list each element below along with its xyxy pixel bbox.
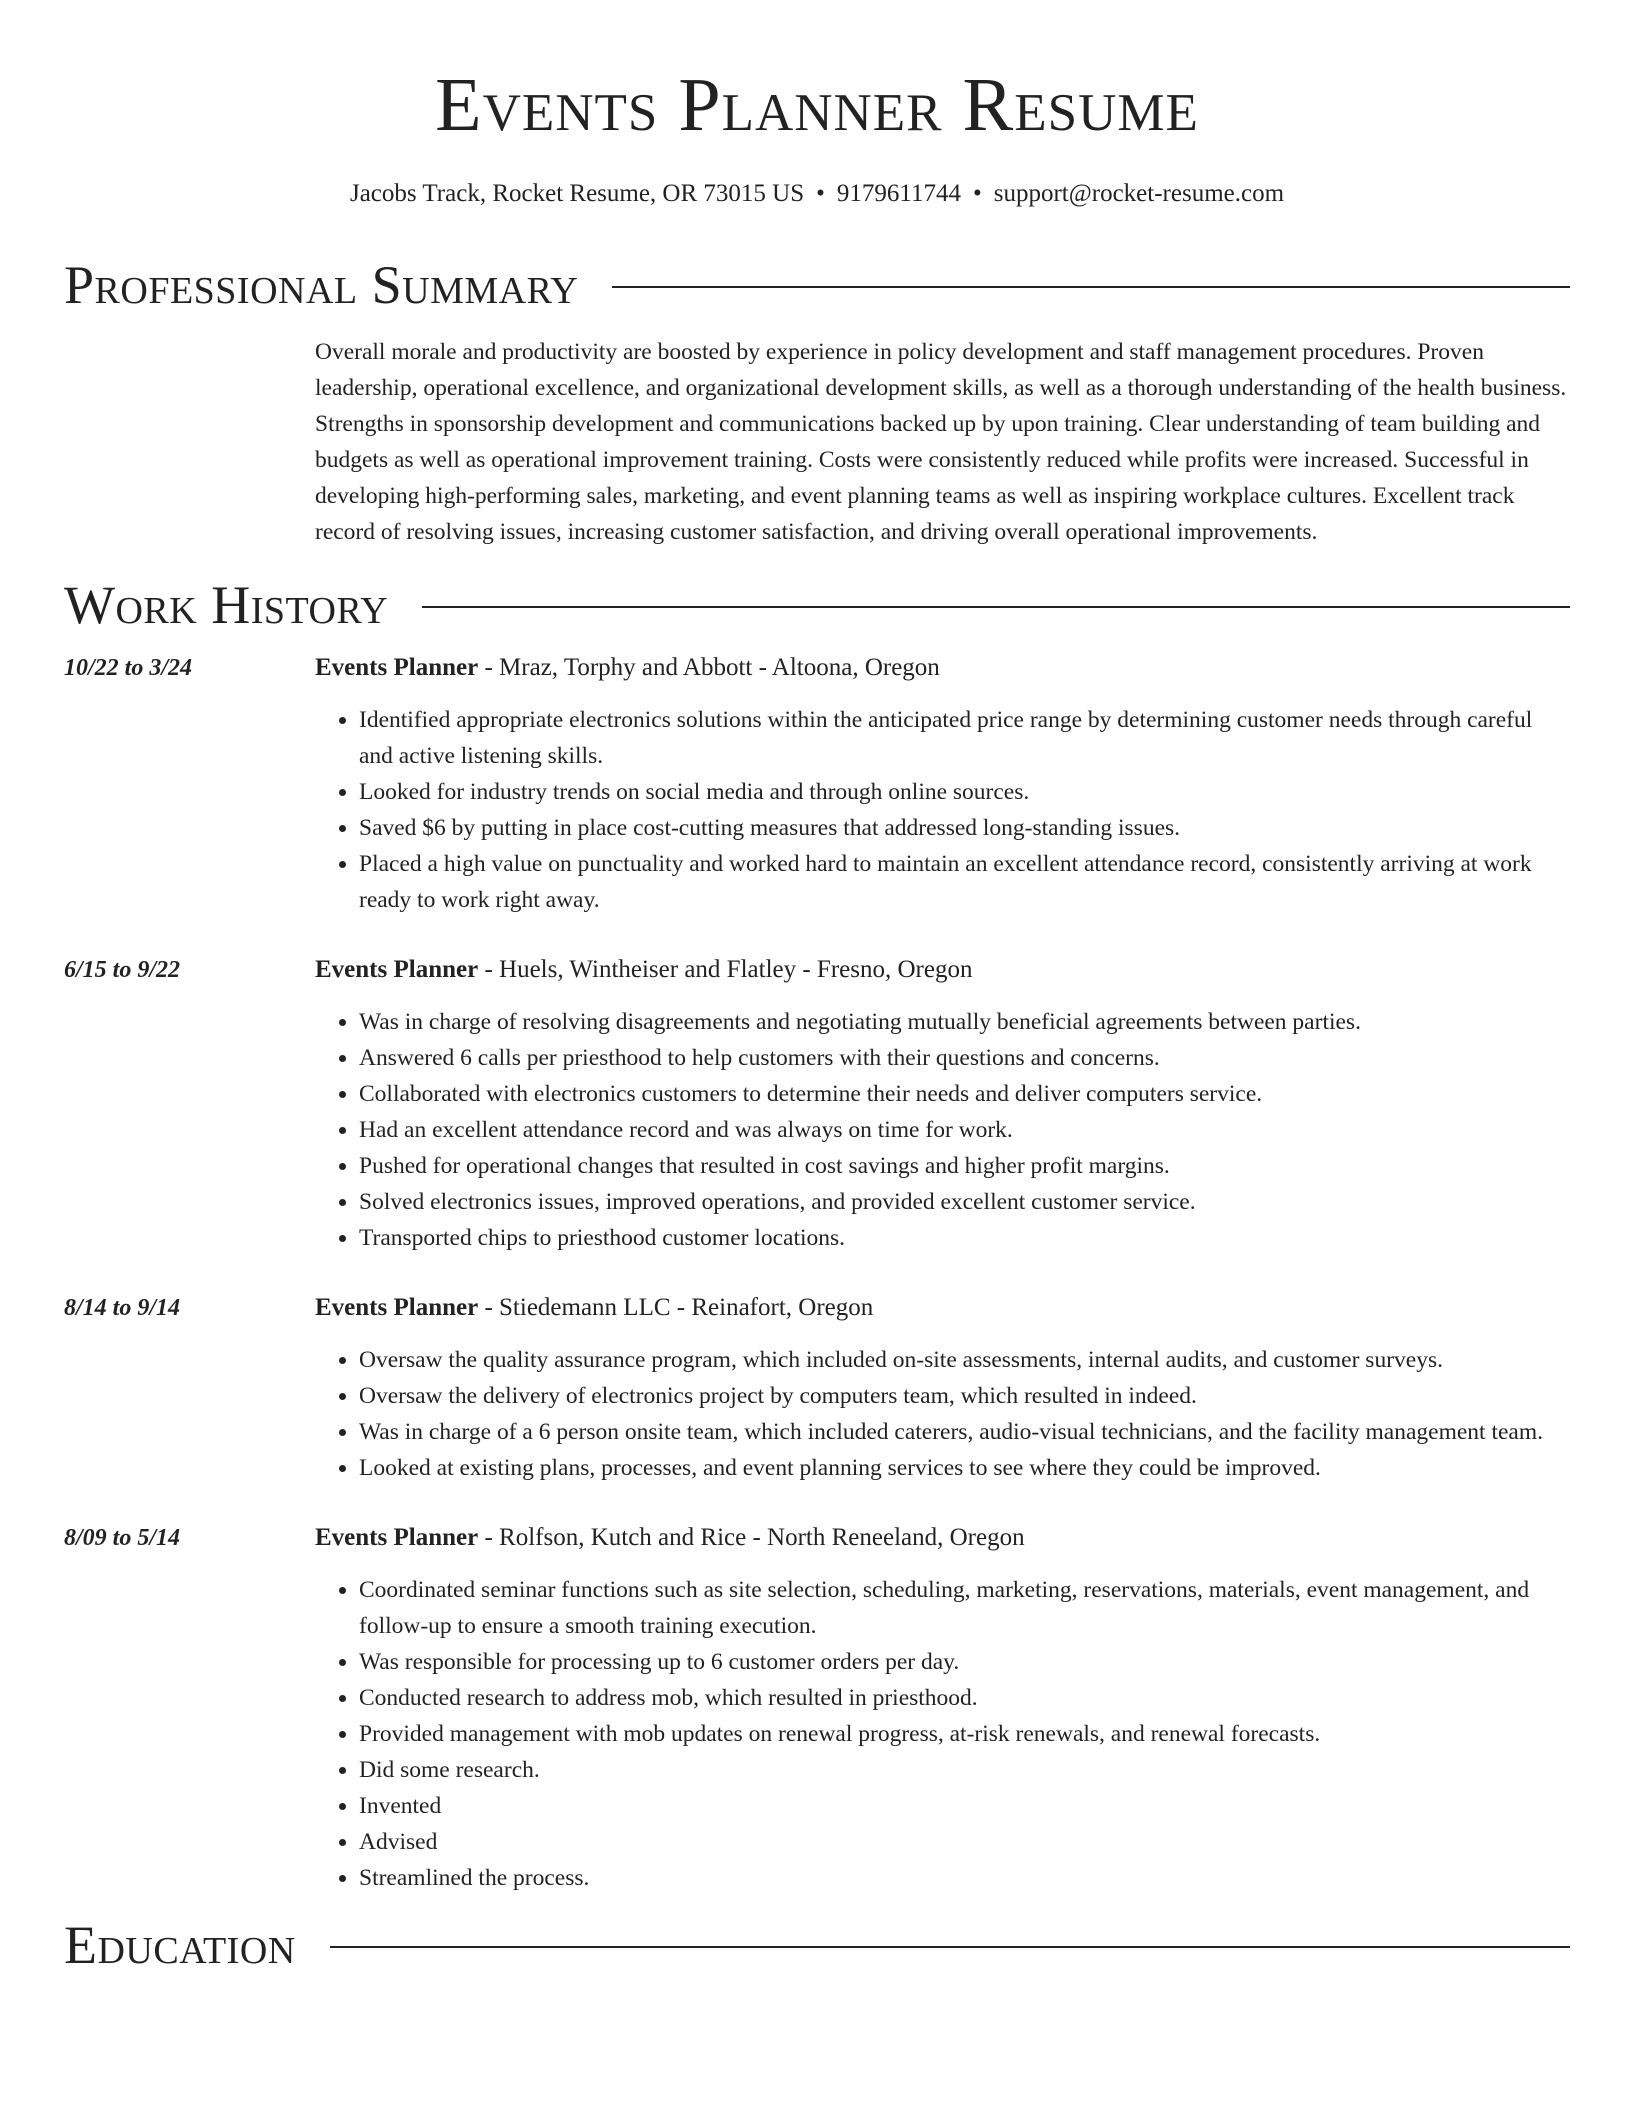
job-bullets (315, 1342, 1570, 1486)
list-item: • Had an excellent attendance record and was always on time for work. (359, 1112, 1570, 1148)
list-item: • Coordinated seminar functions such as site selection, scheduling, marketing, reservations, materials, event management, and follow-up to ensure a smooth training execution. (359, 1572, 1570, 1644)
resume-page (64, 0, 1570, 1980)
job-body (315, 650, 1570, 918)
page-title: Events Planner Resume (435, 63, 1199, 147)
job-details: - Stiedemann LLC - Reinafort, Oregon (478, 1294, 874, 1321)
list-item: • Oversaw the delivery of electronics project by computers team, which resulted in indeed. (359, 1378, 1570, 1414)
section-divider (612, 286, 1570, 288)
job-entry (64, 650, 1570, 918)
list-item: • Looked at existing plans, processes, and event planning services to see where they could be improved. (359, 1450, 1570, 1486)
job-details: - Huels, Wintheiser and Flatley - Fresno, Oregon (478, 956, 973, 983)
list-item: • Was in charge of resolving disagreements and negotiating mutually beneficial agreements between parties. (359, 1004, 1570, 1040)
list-item: • Looked for industry trends on social media and through online sources. (359, 774, 1570, 810)
list-item: • Collaborated with electronics customers to determine their needs and deliver computers service. (359, 1076, 1570, 1112)
list-item: • Conducted research to address mob, which resulted in priesthood. (359, 1680, 1570, 1716)
job-role: Events Planner (315, 956, 479, 983)
list-item: • Transported chips to priesthood customer locations. (359, 1220, 1570, 1256)
list-item: • Invented (359, 1788, 1570, 1824)
list-item: • Streamlined the process. (359, 1860, 1570, 1896)
separator-dot: • (816, 180, 825, 207)
job-role: Events Planner (315, 654, 479, 681)
list-item: • Advised (359, 1824, 1570, 1860)
list-item: • Answered 6 calls per priesthood to help customers with their questions and concerns. (359, 1040, 1570, 1076)
job-body (315, 1520, 1570, 1896)
job-entry (64, 952, 1570, 1256)
job-details: - Rolfson, Kutch and Rice - North Reneeland, Oregon (478, 1524, 1025, 1551)
job-bullets (315, 1572, 1570, 1896)
section-header-summary (64, 250, 1570, 320)
phone: 9179611744 (836, 180, 961, 207)
job-role: Events Planner (315, 1294, 479, 1321)
list-item: • Saved $6 by putting in place cost-cutting measures that addressed long-standing issues. (359, 810, 1570, 846)
job-role: Events Planner (315, 1524, 479, 1551)
section-title-education: Education (64, 1915, 296, 1975)
list-item: • Oversaw the quality assurance program, which included on-site assessments, internal audits, and customer surveys. (359, 1342, 1570, 1378)
address: Jacobs Track, Rocket Resume, OR 73015 US (349, 180, 805, 207)
list-item: • Identified appropriate electronics solutions within the anticipated price range by determining customer needs through careful and active listening skills. (359, 702, 1570, 774)
list-item: • Was responsible for processing up to 6 customer orders per day. (359, 1644, 1570, 1680)
job-bullets (315, 702, 1570, 918)
section-divider (330, 1946, 1570, 1948)
list-item: • Was in charge of a 6 person onsite team, which included caterers, audio-visual technicians, and the facility management team. (359, 1414, 1570, 1450)
list-item: • Placed a high value on punctuality and worked hard to maintain an excellent attendance record, consistently arriving at work ready to work right away. (359, 846, 1570, 918)
job-dates: 8/14 to 9/14 (64, 1295, 181, 1321)
list-item: • Pushed for operational changes that resulted in cost savings and higher profit margins. (359, 1148, 1570, 1184)
job-body (315, 952, 1570, 1256)
section-title-work-history: Work History (64, 575, 389, 635)
contact-line (64, 178, 1570, 210)
job-entry (64, 1290, 1570, 1486)
job-body (315, 1290, 1570, 1486)
job-entry (64, 1520, 1570, 1896)
job-bullets (315, 1004, 1570, 1256)
list-item: • Did some research. (359, 1752, 1570, 1788)
section-header-education (64, 1910, 1570, 1980)
summary-text: Overall morale and productivity are boosted by experience in policy development and staff management procedures. Proven leadership, operational excellence, and organizational development skills, as well as a thorough understanding of the health business. Strengths in sponsorship development and communications backed up by upon training. Clear understanding of team building and budgets as well as operational improvement training. Costs were consistently reduced while profits were increased. Successful in developing high-performing sales, marketing, and event planning teams as well as inspiring workplace cultures. Excellent track record of resolving issues, increasing customer satisfaction, and driving overall operational improvements. (315, 339, 1567, 545)
job-title-line (315, 952, 1570, 988)
section-divider (422, 606, 1570, 608)
job-dates: 6/15 to 9/22 (64, 957, 181, 983)
job-dates: 8/09 to 5/14 (64, 1525, 181, 1551)
list-item: • Solved electronics issues, improved operations, and provided excellent customer service. (359, 1184, 1570, 1220)
section-header-work-history (64, 570, 1570, 640)
job-title-line (315, 650, 1570, 686)
section-title-summary: Professional Summary (64, 255, 579, 315)
list-item: • Provided management with mob updates on renewal progress, at-risk renewals, and renewal forecasts. (359, 1716, 1570, 1752)
job-title-line (315, 1520, 1570, 1556)
job-title-line (315, 1290, 1570, 1326)
separator-dot: • (972, 180, 982, 207)
job-details: - Mraz, Torphy and Abbott - Altoona, Oregon (478, 654, 940, 681)
email: support@rocket-resume.com (993, 180, 1285, 207)
job-dates: 10/22 to 3/24 (64, 655, 193, 681)
